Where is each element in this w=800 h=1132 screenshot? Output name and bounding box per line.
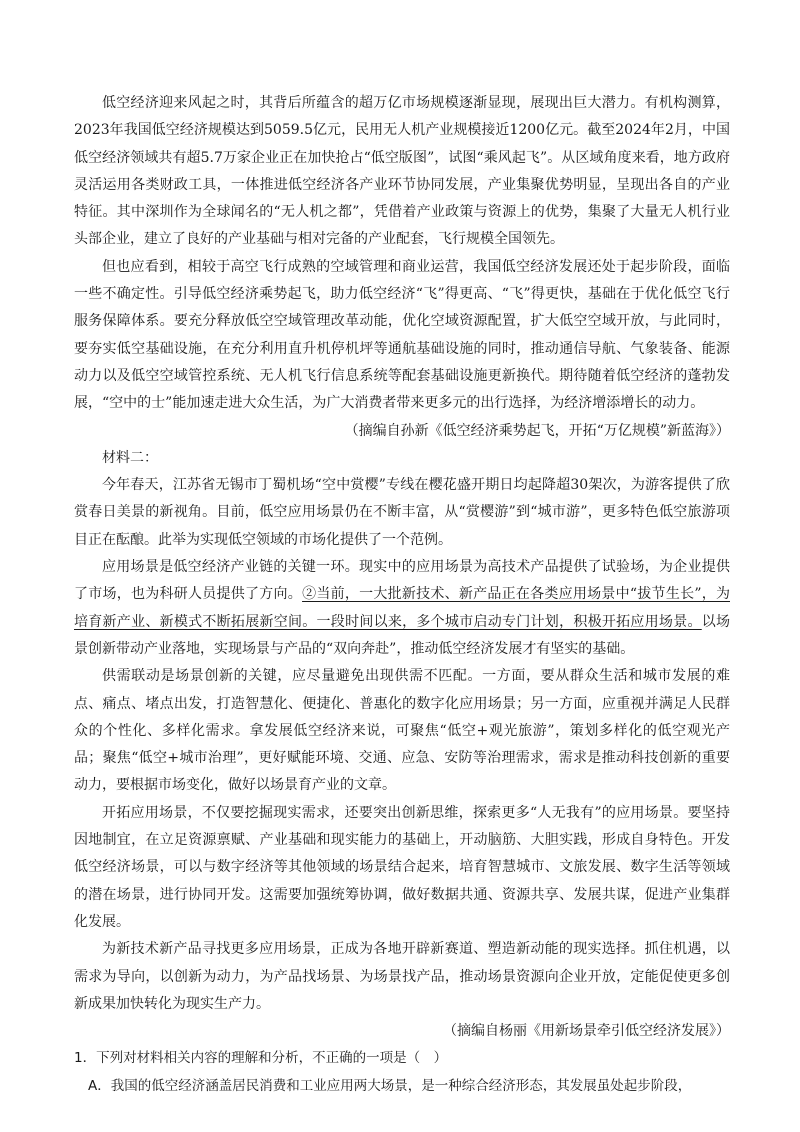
material2-paragraph-1: 今年春天，江苏省无锡市丁蜀机场“空中赏樱”专线在樱花盛开期日均起降超30架次，为游客提供了欣赏春日美景的新视角。目前，低空应用场景仍在不断丰富，从“赏樱游”到“城市游”，更多特色低空旅游项目正在酝酿。此举为实现低空领域的市场化提供了一个范例。 — [74, 477, 730, 548]
material2-label: 材料二： — [102, 449, 158, 466]
material1-paragraph-1: 低空经济迎来风起之时，其背后所蕴含的超万亿市场规模逐渐显现，展现出巨大潜力。有机构测算，2023年我国低空经济规模达到5059.5亿元，民用无人机产业规模接近1200亿元。截至2024年2月，中国低空经济领域共有超5.7万家企业正在加快抢占“低空版图”，试图“乘风起飞”。从区域角度来看，地方政府灵活运用各类财政工具，一体推进低空经济各产业环节协同发展，产业集聚优势明显，呈现出各自的产业特征。其中深圳作为全球闻名的“无人机之都”，凭借着产业政策与资源上的优势，集聚了大量无人机行业头部企业，建立了良好的产业基础与相对完备的产业配套，飞行规模全国领先。 — [74, 95, 730, 248]
material2-paragraph-5: 为新技术新产品寻找更多应用场景，正成为各地开辟新赛道、塑造新动能的现实选择。抓住机遇，以需求为导向，以创新为动力，为产品找场景、为场景找产品，推动场景资源向企业开放，定能促使更多创新成果加快转化为现实生产力。 — [74, 941, 730, 1012]
material2-paragraph-3: 供需联动是场景创新的关键，应尽量避免出现供需不匹配。一方面，要从群众生活和城市发展的难点、痛点、堵点出发，打造智慧化、便捷化、普惠化的数字化应用场景；另一方面，应重视并满足人民群众的个性化、多样化需求。拿发展低空经济来说，可聚焦“低空+观光旅游”，策划多样化的低空观光产品；聚焦“低空+城市治理”，更好赋能环境、交通、应急、安防等治理需求，需求是推动科技创新的重要动力，要根据市场变化，做好以场景育产业的文章。 — [74, 668, 730, 794]
material2-paragraph-2-start: 应用场景是低空经济产业链的关键一环。现实中的应用场景为高技术产品提供了试验场，为企业提供了市场，也为科研人员提供了方向。 — [74, 559, 730, 603]
material1-source: （摘编自孙新《低空经济乘势起飞，开拓“万亿规模”新蓝海》） — [344, 422, 730, 439]
material2-source: （摘编自杨丽《用新场景牵引低空经济发展》） — [443, 1023, 730, 1040]
document-body — [74, 90, 730, 1100]
material2-paragraph-2 — [74, 554, 730, 663]
material1-paragraph-2: 但也应看到，相较于高空飞行成熟的空域管理和商业运营，我国低空经济发展还处于起步阶段，面临一些不确定性。引导低空经济乘势起飞，助力低空经济“飞”得更高、“飞”得更快，基础在于优化低空飞行服务保障体系。要充分释放低空空域管理改革动能，优化空域资源配置，扩大低空空域开放，与此同时，要夯实低空基础设施，在充分利用直升机停机坪等通航基础设施的同时，推动通信导航、气象装备、能源动力以及低空空域管控系统、无人机飞行信息系统等配套基础设施更新换代。期待随着低空经济的蓬勃发展，“空中的士”能加速走进大众生活，为广大消费者带来更多元的出行选择，为经济增添增长的动力。 — [74, 258, 730, 412]
question-1-stem: 1．下列对材料相关内容的理解和分析，不正确的一项是（ ） — [74, 1050, 448, 1067]
material2-paragraph-2-end: 以场景创新带动产业落地，实现场景与产品的“双向奔赴”，推动低空经济发展才有坚实的基础。 — [74, 613, 731, 657]
material2-paragraph-4: 开拓应用场景，不仅要挖掘现实需求，还要突出创新思维，探索更多“人无我有”的应用场景。要坚持因地制宜，在立足资源禀赋、产业基础和现实能力的基础上，开动脑筋、大胆实践，形成自身特色。开发低空经济场景，可以与数字经济等其他领域的场景结合起来，培育智慧城市、文旅发展、数字生活等领域的潜在场景，进行协同开发。这需要加强统筹协调，做好数据共通、资源共享、发展共谋，促进产业集群化发展。 — [74, 804, 730, 930]
question-1-option-a: A．我国的低空经济涵盖居民消费和工业应用两大场景，是一种综合经济形态，其发展虽处起步阶段， — [88, 1077, 692, 1094]
underlined-sentence-2: ②当前，一大批新技术、新产品正在各类应用场景中“拔节生长”，为培育新产业、新模式不断拓展新空间。一段时间以来，多个城市启动专门计划，积极开拓应用场景。 — [74, 586, 730, 630]
